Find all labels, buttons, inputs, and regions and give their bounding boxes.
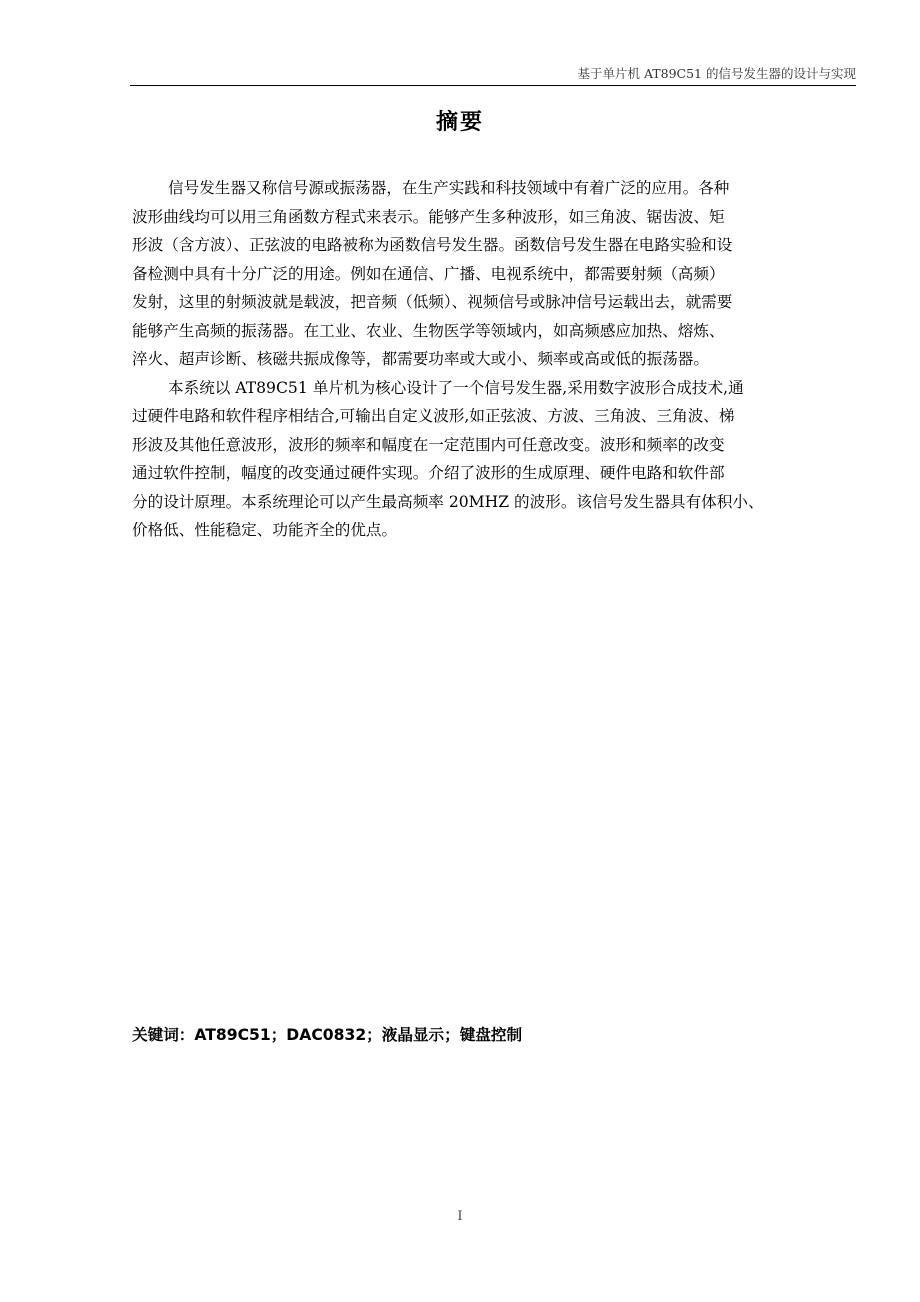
paragraph-2-line: 通过软件控制，幅度的改变通过硬件实现。介绍了波形的生成原理、硬件电路和软件部 [132, 464, 725, 482]
header-divider [130, 85, 856, 86]
paragraph-1-line: 形波（含方波）、正弦波的电路被称为函数信号发生器。函数信号发生器在电路实验和设 [132, 236, 733, 254]
paragraph-1-line: 发射，这里的射频波就是载波，把音频（低频）、视频信号或脉冲信号运载出去，就需要 [132, 293, 733, 311]
paragraph-2-line: 分的设计原理。本系统理论可以产生最高频率 20MHZ 的波形。该信号发生器具有体积小、 [132, 492, 764, 511]
paragraph-2-line: 价格低、性能稳定、功能齐全的优点。 [132, 521, 398, 539]
paragraph-2-line: 形波及其他任意波形，波形的频率和幅度在一定范围内可任意改变。波形和频率的改变 [132, 435, 725, 454]
page-title: 摘要 [435, 110, 484, 135]
paragraph-1-line: 淬火、超声诊断、核磁共振成像等，都需要功率或大或小、频率或高或低的振荡器。 [132, 350, 709, 368]
paragraph-1-line: 信号发生器又称信号源或振荡器，在生产实践和科技领域中有着广泛的应用。各种 [168, 179, 730, 197]
running-header: 基于单片机 AT89C51 的信号发生器的设计与实现 [577, 66, 856, 81]
paragraph-1-line: 备检测中具有十分广泛的用途。例如在通信、广播、电视系统中，都需要射频（高频） [132, 264, 725, 283]
paragraph-2-line: 本系统以 AT89C51 单片机为核心设计了一个信号发生器,采用数字波形合成技术,通 [168, 378, 744, 397]
abstract-body [132, 174, 872, 545]
paragraph-2-line: 过硬件电路和软件程序相结合,可输出自定义波形,如正弦波、方波、三角波、三角波、梯 [132, 407, 735, 425]
keywords-line: 关键词：AT89C51；DAC0832；液晶显示；键盘控制 [132, 1026, 523, 1044]
paragraph-1-line: 波形曲线均可以用三角函数方程式来表示。能够产生多种波形，如三角波、锯齿波、矩 [132, 207, 725, 226]
paragraph-1-line: 能够产生高频的振荡器。在工业、农业、生物医学等领域内，如高频感应加热、熔炼、 [132, 321, 725, 340]
page-number: I [457, 1209, 463, 1224]
